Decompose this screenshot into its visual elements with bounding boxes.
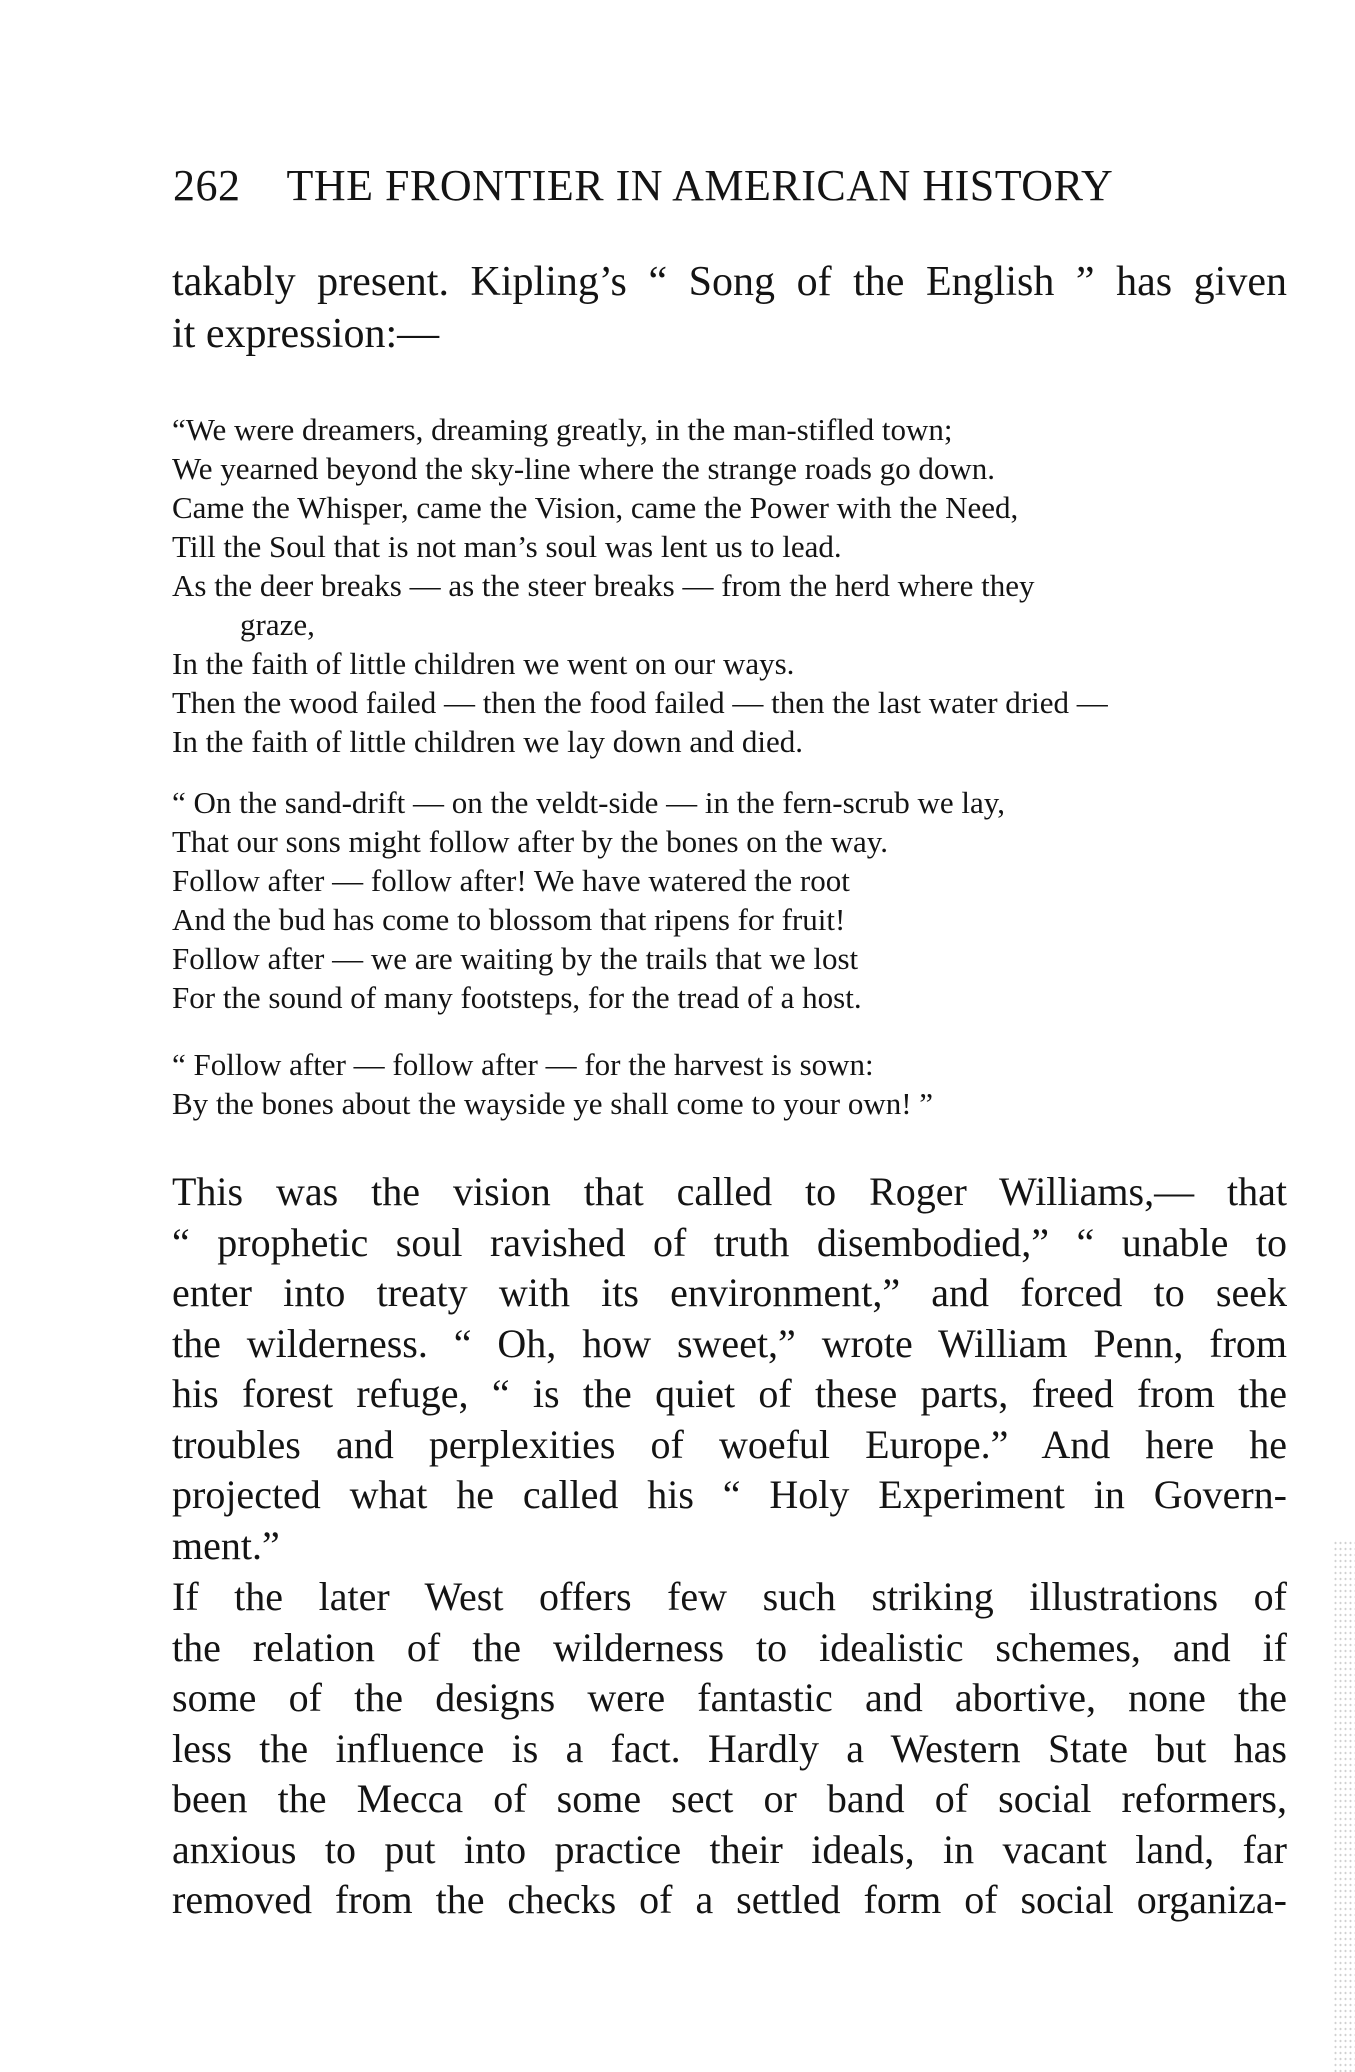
- verse-line: In the faith of little children we went on our ways.: [172, 646, 795, 681]
- poem-stanza-3: [172, 1045, 1287, 1123]
- text-line: the relation of the wilderness to idealistic schemes, and if: [172, 1624, 1287, 1670]
- verse-line: Follow after — we are waiting by the trails that we lost: [172, 941, 859, 976]
- text-line: If the later West offers few such striking illustrations of: [172, 1574, 1287, 1619]
- verse-line: By the bones about the wayside ye shall come to your own! ”: [172, 1086, 934, 1121]
- scan-edge-noise: [1333, 1540, 1355, 2072]
- paragraph-later-west: [172, 1572, 1287, 1926]
- verse-line: Follow after — follow after! We have watered the root: [172, 863, 850, 898]
- verse-line: “ Follow after — follow after — for the harvest is sown:: [172, 1047, 874, 1082]
- running-title: THE FRONTIER IN AMERICAN HISTORY: [286, 161, 1114, 210]
- page-number: 262: [173, 161, 241, 210]
- verse-line: Came the Whisper, came the Vision, came the Power with the Need,: [172, 490, 1019, 525]
- running-header: [173, 160, 1113, 211]
- text-line: less the influence is a fact. Hardly a Western State but has: [172, 1725, 1287, 1771]
- text-line: This was the vision that called to Roger Williams,— that: [172, 1169, 1287, 1214]
- verse-line: Till the Soul that is not man’s soul was lent us to lead.: [172, 529, 842, 564]
- text-line: it expression:—: [172, 311, 440, 357]
- text-line: projected what he called his “ Holy Experiment in Govern-: [172, 1472, 1287, 1517]
- verse-line: In the faith of little children we lay down and died.: [172, 724, 804, 759]
- verse-line: That our sons might follow after by the bones on the way.: [172, 824, 889, 859]
- text-line: ment.”: [172, 1522, 280, 1568]
- text-line: some of the designs were fantastic and abortive, none the: [172, 1675, 1287, 1720]
- text-line: troubles and perplexities of woeful Europe.” And here he: [172, 1421, 1287, 1467]
- text-line: anxious to put into practice their ideals, in vacant land, far: [172, 1826, 1287, 1872]
- verse-line: We yearned beyond the sky-line where the strange roads go down.: [172, 451, 996, 486]
- verse-line: “ On the sand-drift — on the veldt-side — in the fern-scrub we lay,: [172, 785, 1006, 820]
- verse-line: For the sound of many footsteps, for the tread of a host.: [172, 980, 862, 1015]
- intro-text: [172, 256, 1287, 360]
- text-line: his forest refuge, “ is the quiet of these parts, freed from the: [172, 1371, 1287, 1416]
- poem-stanza-2: [172, 783, 1287, 1017]
- text-line: been the Mecca of some sect or band of social reformers,: [172, 1776, 1287, 1821]
- verse-line: And the bud has come to blossom that ripens for fruit!: [172, 902, 846, 937]
- text-line: removed from the checks of a settled form of social organiza-: [172, 1877, 1287, 1922]
- text-line: takably present. Kipling’s “ Song of the English ” has given: [172, 259, 1287, 305]
- text-line: the wilderness. “ Oh, how sweet,” wrote William Penn, from: [172, 1320, 1287, 1366]
- verse-line: Then the wood failed — then the food failed — then the last water dried —: [172, 685, 1108, 720]
- text-line: enter into treaty with its environment,” and forced to seek: [172, 1270, 1287, 1315]
- verse-line: “We were dreamers, dreaming greatly, in the man-stifled town;: [172, 412, 953, 447]
- verse-line-continuation: graze,: [240, 607, 315, 642]
- verse-line: As the deer breaks — as the steer breaks — from the herd where they: [172, 568, 1035, 603]
- paragraph-roger-williams: [172, 1167, 1287, 1571]
- text-line: “ prophetic soul ravished of truth disembodied,” “ unable to: [172, 1219, 1287, 1265]
- poem-stanza-1: [172, 410, 1287, 761]
